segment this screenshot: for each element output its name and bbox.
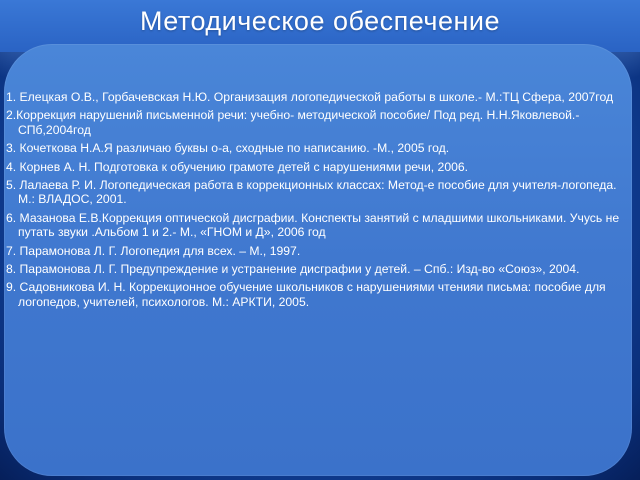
reference-item: 7. Парамонова Л. Г. Логопедия для всех. – М., 1997. (6, 243, 301, 258)
reference-item: 9. Садовникова И. Н. Коррекционное обучение школьников с нарушениями чтенияи письма: пособие для логопедов, учителей, психологов. М.: АРКТИ, 2005. (6, 280, 606, 309)
reference-item: 2.Коррекция нарушений письменной речи: учебно- методической пособие/ Под ред. Н.Н.Яковлевой.- СПб,2004год (6, 108, 580, 137)
reference-item: 1. Елецкая О.В., Горбачевская Н.Ю. Организация логопедической работы в школе.- М.:ТЦ Сфера, 2007год (6, 90, 614, 104)
reference-item: 5. Лалаева Р. И. Логопедическая работа в коррекционных классах: Метод-е пособие для учителя-логопеда. М.: ВЛАДОС, 2001. (6, 178, 617, 207)
reference-item: 3. Кочеткова Н.А.Я различаю буквы о-а, сходные по написанию. -М., 2005 год. (6, 141, 450, 156)
reference-item: 4. Корнев А. Н. Подготовка к обучению грамоте детей с нарушениями речи, 2006. (6, 159, 469, 174)
reference-item: 8. Парамонова Л. Г. Предупреждение и устранение дисграфии у детей. – Спб.: Изд-во «Союз», 2004. (6, 262, 580, 277)
reference-item: 6. Мазанова Е.В.Коррекция оптической дисграфии. Конспекты занятий с младшими школьниками. Учусь не путать звуки .Альбом 1 и 2.- М., «ГНОМ и Д», 2006 год (6, 210, 620, 240)
slide-title: Методическое обеспечение (140, 6, 500, 36)
reference-list (6, 90, 630, 313)
